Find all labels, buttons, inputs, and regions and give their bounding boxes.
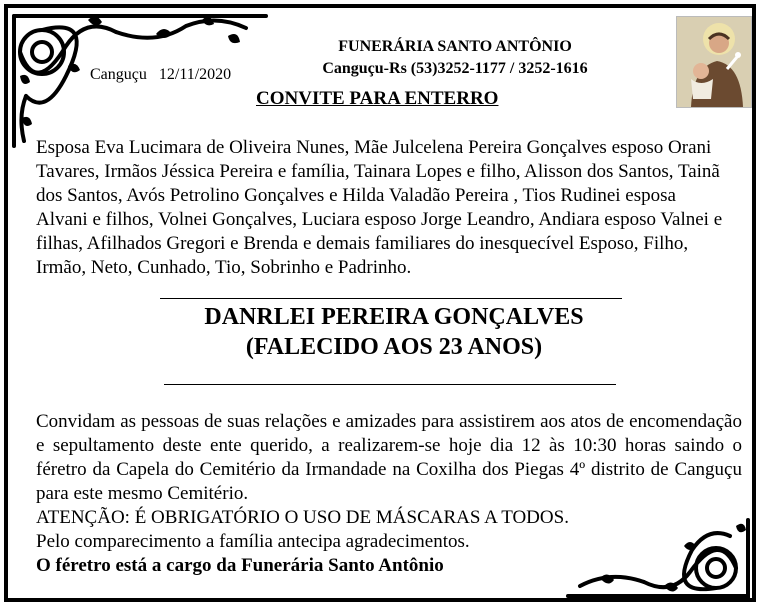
thanks-line: Pelo comparecimento a família antecipa agradecimentos. (36, 531, 470, 552)
deceased-block (130, 302, 658, 362)
family-paragraph: Esposa Eva Lucimara de Oliveira Nunes, Mãe Julcelena Pereira Gonçalves esposo Orani Tavares, Irmãos Jéssica Pereira e família, Tainara Lopes e filho, Alisson dos Santos, Tainã dos Santos, Avós Petrolino Gonçalves e Hilda Valadão Pereira , Tios Rudinei esposa Alvani e filhos, Volnei Gonçalves, Luciara esposo Jorge Leandro, Andiara esposo Valnei e filhas, Afilhados Gregori e Brenda e demais familiares do inesquecível Esposo, Filho, Irmão, Neto, Cunhado, Tio, Sobrinho e Padrinho. (36, 137, 723, 278)
flourish-ornament-bottom-right-icon (560, 516, 756, 606)
divider-bottom (164, 384, 616, 385)
deceased-name: DANRLEI PEREIRA GONÇALVES (204, 304, 584, 330)
attention-notice: ATENÇÃO: É OBRIGATÓRIO O USO DE MÁSCARAS A TODOS. (36, 507, 569, 528)
place-text: Canguçu (90, 66, 147, 83)
page-title: CONVITE PARA ENTERRO (256, 88, 499, 109)
place-date (90, 66, 231, 84)
in-charge-line: O féretro está a cargo da Funerária Santo Antônio (36, 555, 444, 576)
deceased-age-line: (FALECIDO AOS 23 ANOS) (245, 334, 543, 360)
funeral-home-name: FUNERÁRIA SANTO ANTÔNIO (338, 38, 572, 55)
date-text: 12/11/2020 (158, 66, 232, 83)
invitation-paragraph: Convidam as pessoas de suas relações e amizades para assistirem aos atos de encomendação e sepultamento deste ente querido, a realizarem-se hoje dia 12 às 10:30 horas saindo o féretro da Capela do Cemitério da Irmandade na Coxilha dos Piegas 4º distrito de Canguçu para este mesmo Cemitério. (36, 411, 742, 504)
divider-top (160, 298, 622, 299)
funeral-home-contact: Canguçu-Rs (53)3252-1177 / 3252-1616 (322, 60, 588, 77)
saint-anthony-image (676, 16, 752, 108)
funeral-home-block (290, 36, 620, 80)
